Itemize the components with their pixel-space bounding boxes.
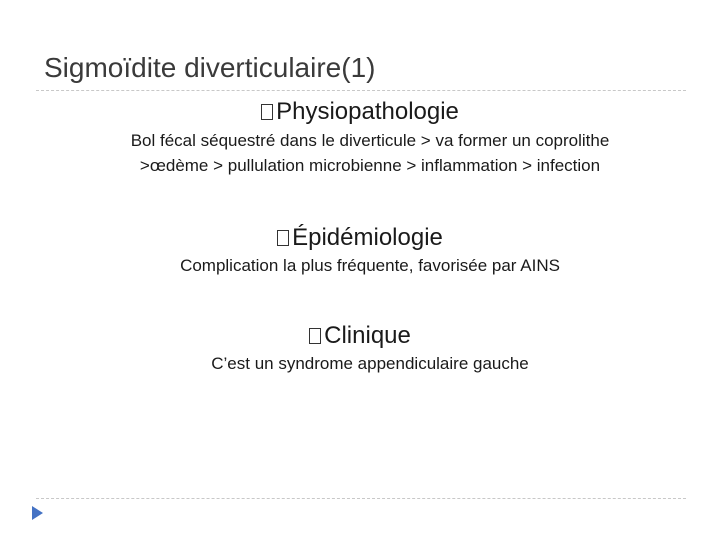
section-heading-label: Épidémiologie [292, 224, 443, 251]
slide-title: Sigmoïdite diverticulaire(1) [44, 52, 376, 83]
next-slide-arrow-icon[interactable] [32, 506, 43, 520]
section-heading-label: Clinique [324, 322, 411, 349]
section-text-line: >œdème > pullulation microbienne > inflammation > infection [139, 156, 601, 175]
section-heading-clinique [0, 322, 720, 350]
checkbox-icon [277, 230, 289, 246]
section-text-line: C’est un syndrome appendiculaire gauche [211, 354, 529, 373]
title-divider [36, 90, 686, 91]
section-text-line: Complication la plus fréquente, favorisée par AINS [180, 256, 560, 275]
section-heading-label: Physiopathologie [276, 98, 459, 125]
footer-divider [36, 498, 686, 499]
section-text-line: Bol fécal séquestré dans le diverticule > va former un coprolithe [130, 131, 610, 150]
checkbox-icon [309, 328, 321, 344]
section-heading-epidemiologie [0, 224, 720, 252]
section-heading-physiopathologie [0, 98, 720, 126]
checkbox-icon [261, 104, 273, 120]
